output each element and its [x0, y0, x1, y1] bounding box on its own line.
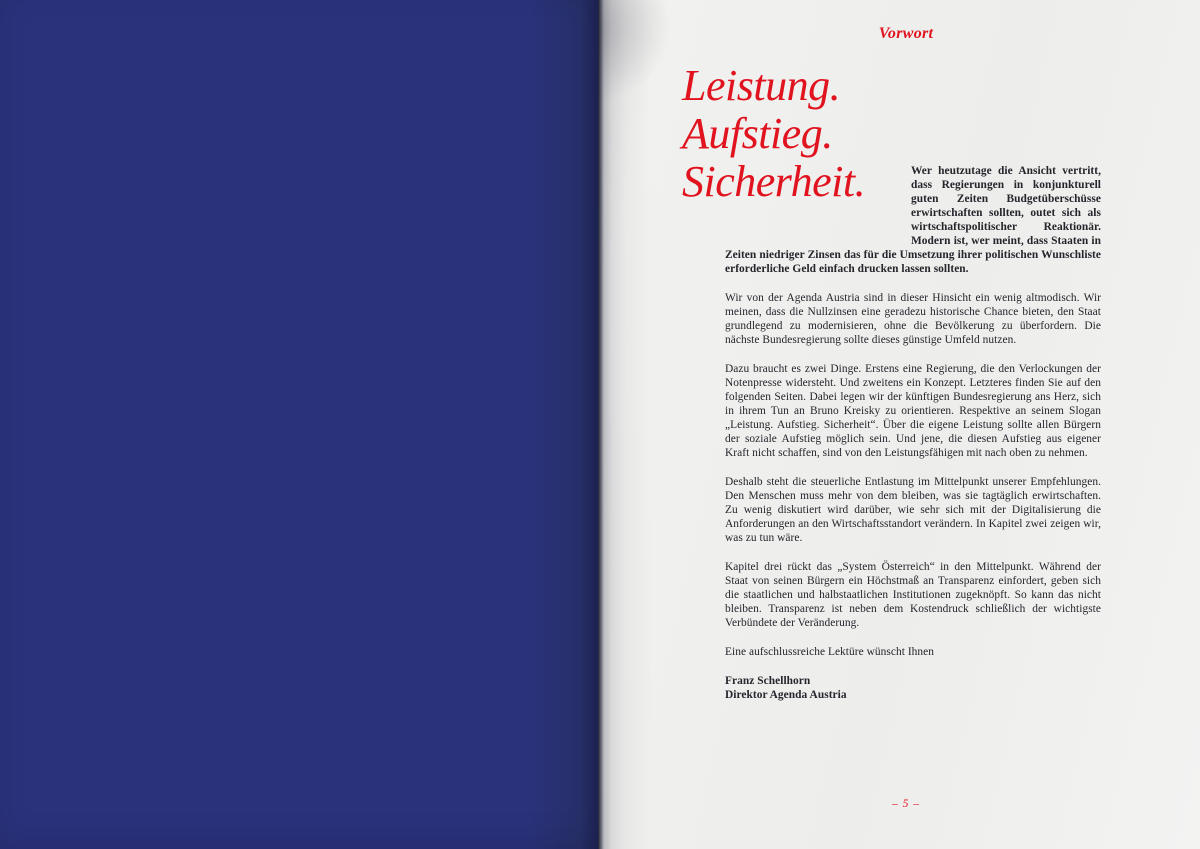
body-paragraph-2: Dazu braucht es zwei Dinge. Erstens eine Regierung, die den Verlockungen der Notenpresse widersteht. Und zweitens ein Konzept. Letzteres finden Sie auf den folgenden Seiten. Dabei legen wir der künftigen Bundesregierung ans Herz, sich in ihrem Tun an Bruno Kreisky zu orientieren. Respektive an seinem Slogan „Leistung. Aufstieg. Sicherheit“. Über die eigene Leistung sollte allen Bürgern der soziale Aufstieg möglich sein. Und jene, die diesen Aufstieg aus eigener Kraft nicht schaffen, sind von den Leistungsfähigen mit nach oben zu nehmen.: [725, 363, 1101, 459]
headline-line-1: Leistung.: [682, 61, 841, 110]
page-corner-shade: [598, 0, 678, 110]
headline-line-2: Aufstieg.: [682, 109, 833, 158]
signature-name: Franz Schellhorn: [725, 675, 811, 687]
headline-line-3: Sicherheit.: [682, 157, 866, 206]
signature-block: [725, 674, 1101, 702]
body-paragraph-3: Deshalb steht die steuerliche Entlastung im Mittelpunkt unserer Empfehlungen. Den Menschen muss mehr von dem bleiben, was sie tagtäglich erwirtschaften. Zu wenig diskutiert wird darüber, wie sehr sich mit der Digitalisierung die Anforderungen an den Wirtschaftsstandort verändern. In Kapitel zwei zeigen wir, was zu tun wäre.: [725, 476, 1101, 544]
book-gutter-shadow: [598, 0, 652, 849]
lead-paragraph: Wer heutzutage die Ansicht vertritt, dass Regierungen in konjunkturell guten Zeiten Budgetüberschüsse erwirtschaften sollten, outet sich als wirtschaftspolitischer Reaktionär. Modern ist, wer meint, dass Staaten in Zeiten niedriger Zinsen das für die Umsetzung ihrer politischen Wunschliste erforderliche Geld einfach drucken lassen sollten.: [725, 165, 1101, 275]
body-paragraph-1: Wir von der Agenda Austria sind in dieser Hinsicht ein wenig altmodisch. Wir meinen, dass die Nullzinsen eine geradezu historische Chance bieten, den Staat grundlegend zu modernisieren, ohne die Bevölkerung zu überfordern. Die nächste Bundesregierung sollte dieses günstige Umfeld nutzen.: [725, 292, 1101, 346]
page-number: – 5 –: [892, 798, 920, 810]
headline-wrap-spacer: [725, 164, 911, 238]
foreword-page: [598, 0, 1200, 849]
closing-line: Eine aufschlussreiche Lektüre wünscht Ihnen: [725, 646, 935, 658]
left-cover-page: [0, 0, 598, 849]
body-paragraph-4: Kapitel drei rückt das „System Österreich“ in den Mittelpunkt. Während der Staat von seinen Bürgern ein Höchstmaß an Transparenz einfordert, geben sich die staatlichen und halbstaatlichen Institutionen zugeknöpft. So kann das nicht bleiben. Transparenz ist neben dem Kostendruck schließlich der wichtigste Verbündete der Veränderung.: [725, 561, 1101, 629]
foreword-text: [725, 164, 1101, 717]
signature-title: Direktor Agenda Austria: [725, 689, 847, 701]
section-label: Vorwort: [878, 25, 934, 42]
